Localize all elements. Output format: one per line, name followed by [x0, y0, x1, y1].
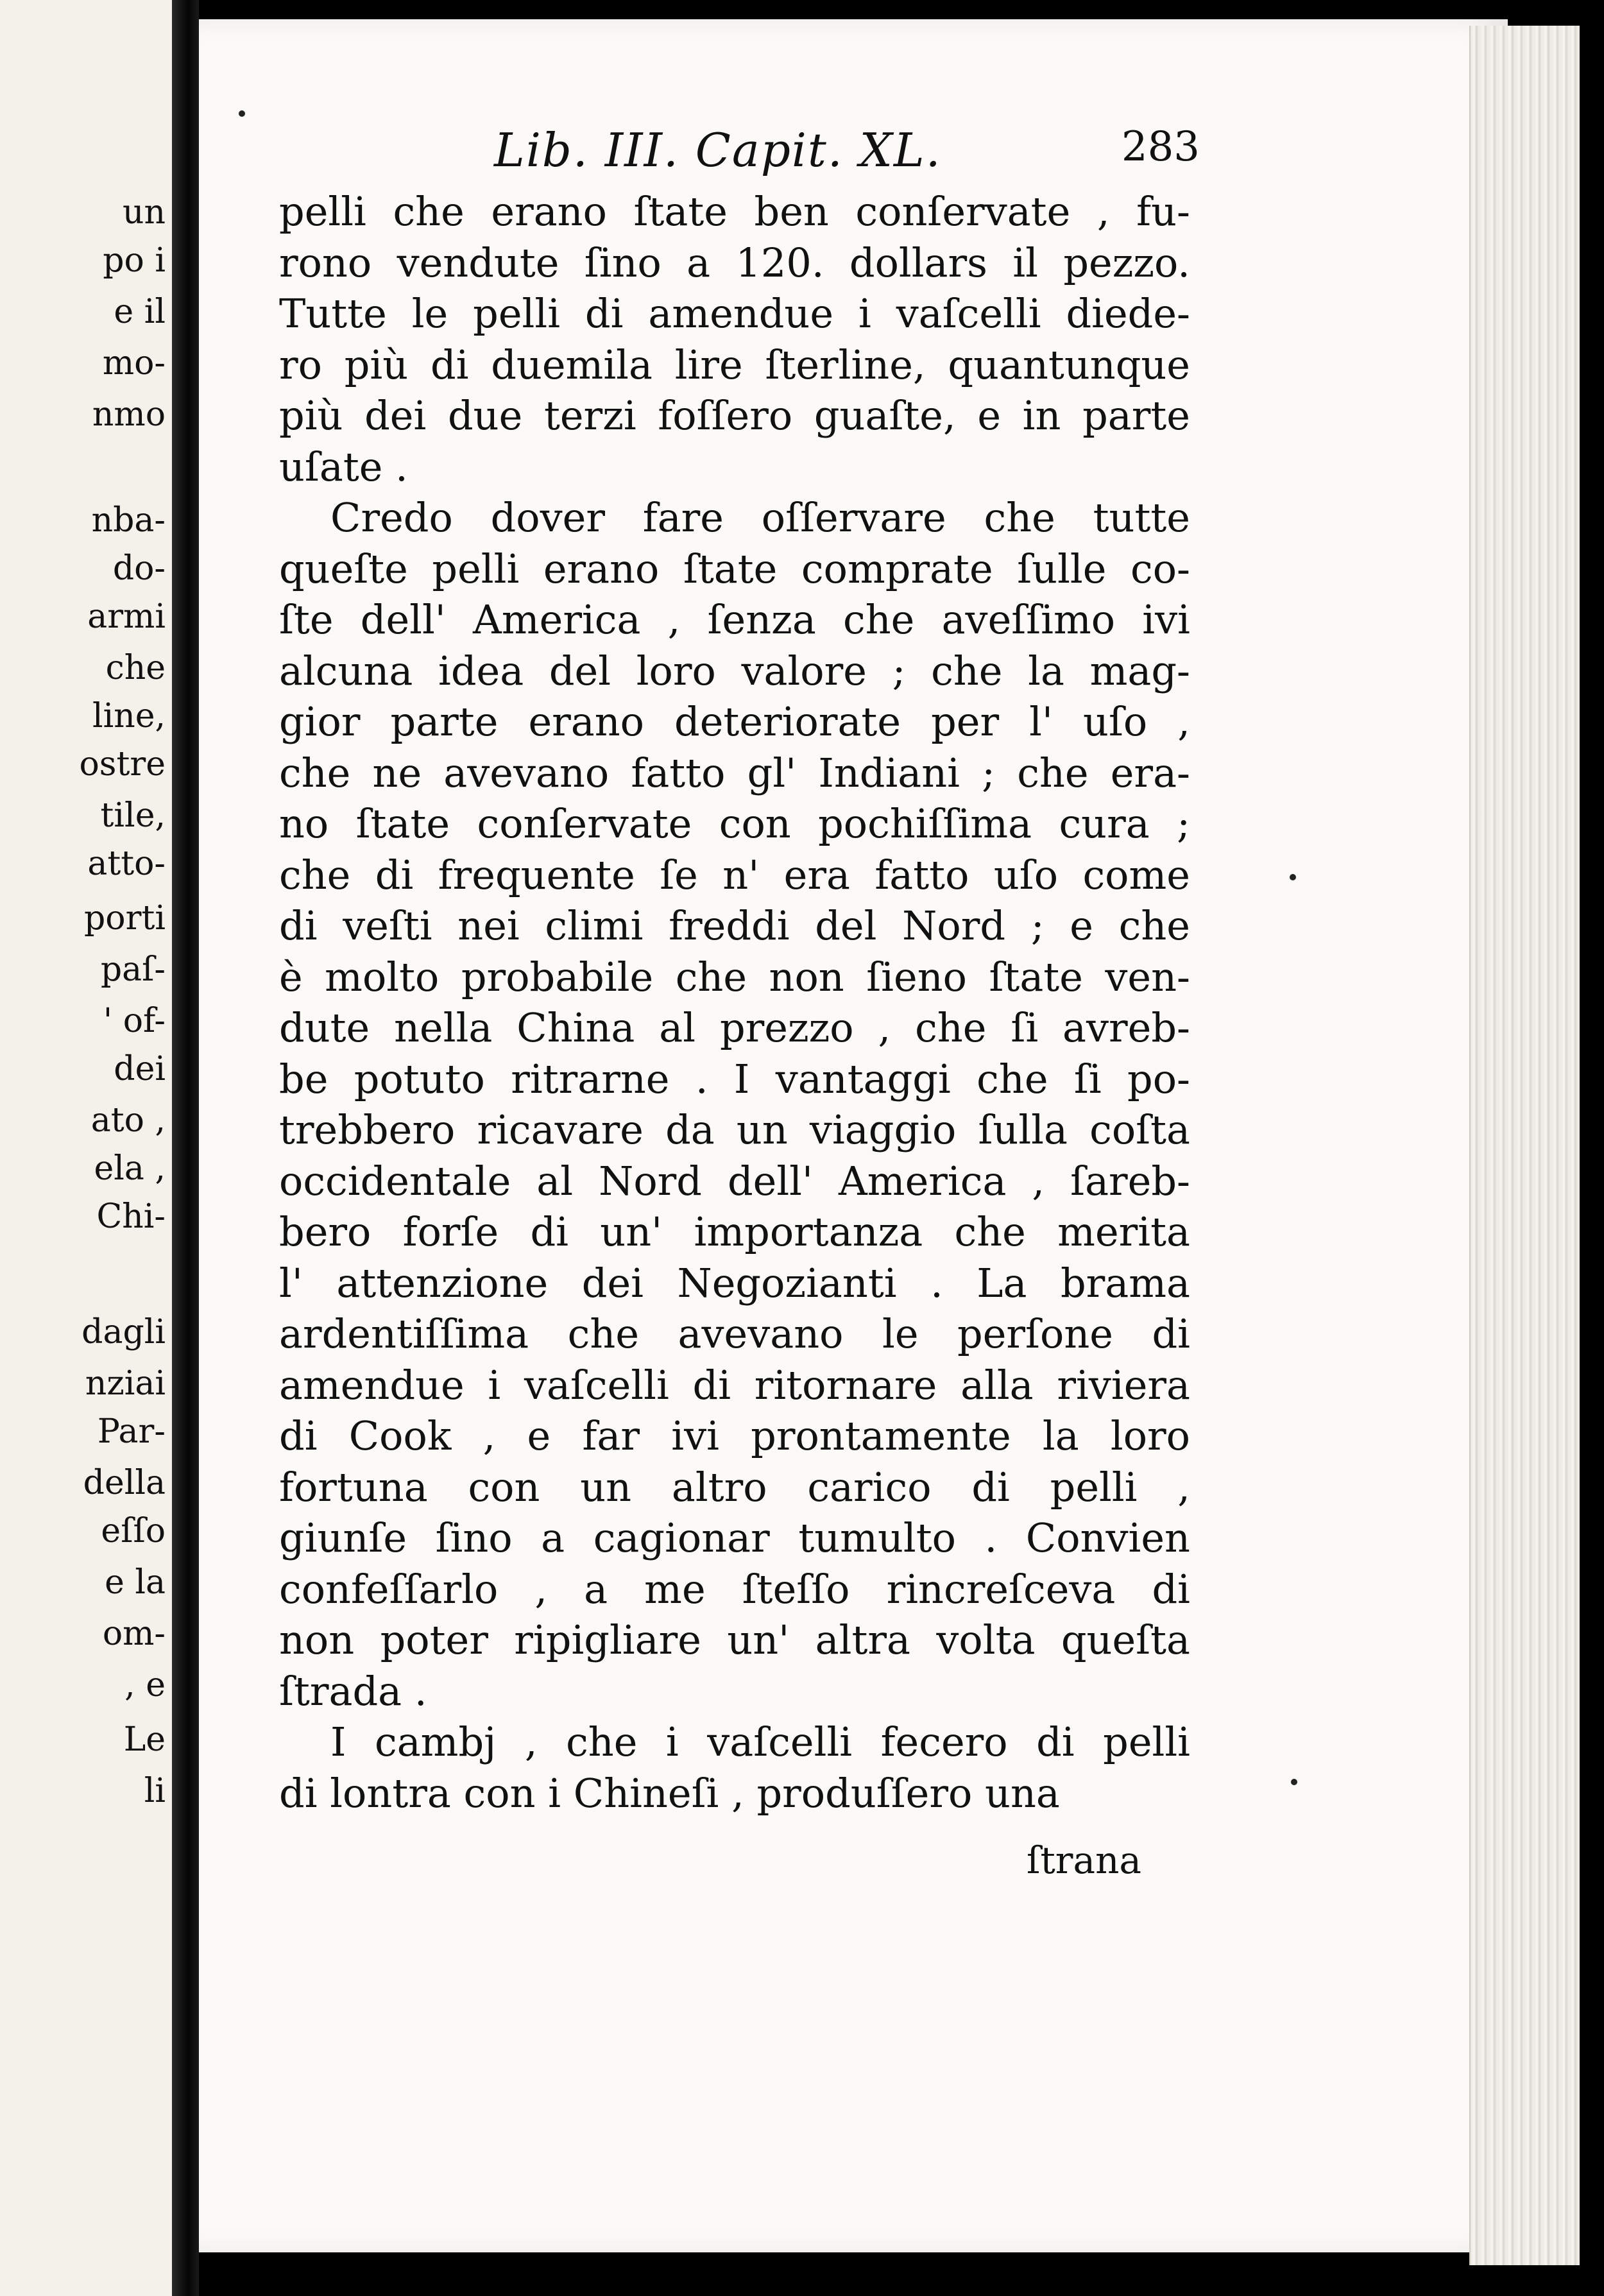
- text-line: l' attenzione dei Negozianti . La brama: [279, 1259, 1190, 1306]
- previous-page-fragment: e la: [105, 1563, 166, 1602]
- text-line: che di frequente ſe n' era fatto uſo come: [279, 851, 1190, 898]
- previous-page-fragment: ela ,: [94, 1149, 166, 1188]
- ink-speck: [1290, 874, 1296, 880]
- text-line: I cambj , che i vaſcelli fecero di pelli: [330, 1718, 1190, 1765]
- previous-page-fragment: li: [144, 1772, 166, 1810]
- previous-page-fragment: line,: [92, 697, 166, 735]
- ink-speck: [239, 110, 245, 117]
- previous-page-fragment: ato ,: [90, 1101, 166, 1140]
- previous-page-fragment: della: [83, 1464, 166, 1502]
- ink-speck: [1291, 1779, 1297, 1785]
- page-number: 283: [1121, 123, 1200, 171]
- text-line: be potuto ritrarne . I vantaggi che ſi po-: [279, 1055, 1190, 1102]
- catchword: ſtrana: [1027, 1838, 1142, 1882]
- text-line: ſte dell' America , ſenza che aveſſimo ivi: [279, 596, 1190, 643]
- text-line: queſte pelli erano ſtate comprate ſulle co-: [279, 545, 1190, 592]
- previous-page-fragment: po i: [103, 241, 166, 280]
- text-line: alcuna idea del loro valore ; che la mag-: [279, 647, 1190, 694]
- previous-page-fragment: dagli: [81, 1313, 166, 1351]
- previous-page-fragment: atto-: [87, 844, 166, 883]
- text-line: giunſe ſino a cagionar tumulto . Convien: [279, 1514, 1190, 1561]
- previous-page-fragment: dei: [114, 1050, 166, 1088]
- previous-page-fragment: tile,: [100, 796, 166, 835]
- previous-page-fragment: porti: [84, 899, 166, 938]
- previous-page-fragment: Par-: [97, 1412, 166, 1451]
- previous-page-fragment: nmo: [92, 395, 166, 434]
- previous-page-fragment: Le: [123, 1720, 166, 1759]
- text-line: pelli che erano ſtate ben conſervate , fu-: [279, 188, 1190, 235]
- previous-page: [0, 0, 172, 2296]
- text-line: Tutte le pelli di amendue i vaſcelli diede-: [279, 290, 1190, 337]
- previous-page-fragment: ostre: [79, 745, 166, 784]
- text-line: che ne avevano fatto gl' Indiani ; che era-: [279, 749, 1190, 796]
- text-line: no ſtate conſervate con pochiſſima cura ;: [279, 800, 1190, 847]
- text-line: amendue i vaſcelli di ritornare alla riviera: [279, 1361, 1190, 1409]
- previous-page-fragment: eſſo: [101, 1512, 166, 1550]
- text-line: di lontra con i Chineſi , produſſero una: [279, 1769, 1060, 1817]
- running-head: [481, 123, 1200, 181]
- previous-page-fragment: do-: [112, 549, 166, 588]
- previous-page-fragment: un: [123, 193, 166, 232]
- body-text: [279, 186, 1190, 1819]
- previous-page-fragment: nziai: [85, 1364, 166, 1403]
- text-line: di Cook , e far ivi prontamente la loro: [279, 1412, 1190, 1459]
- previous-page-fragment: e il: [114, 293, 166, 331]
- previous-page-fragment: armi: [87, 597, 166, 636]
- text-line: è molto probabile che non ſieno ſtate ven-: [279, 953, 1190, 1000]
- text-line: rono vendute ſino a 120. dollars il pezzo.: [279, 239, 1190, 286]
- previous-page-fragment: om-: [102, 1615, 166, 1653]
- book-gutter: [172, 0, 199, 2296]
- text-line: ſtrada .: [279, 1667, 427, 1715]
- previous-page-fragment: mo-: [102, 344, 166, 382]
- previous-page-fragment: nba-: [91, 501, 166, 540]
- previous-page-fragment: Chi-: [96, 1197, 166, 1236]
- text-line: bero forſe di un' importanza che merita: [279, 1208, 1190, 1255]
- text-line: gior parte erano deteriorate per l' uſo ,: [279, 698, 1190, 745]
- previous-page-fragment: che: [105, 649, 166, 687]
- previous-page-fragment: , e: [124, 1666, 166, 1704]
- text-line: trebbero ricavare da un viaggio ſulla coſta: [279, 1106, 1190, 1153]
- text-line: Credo dover fare oſſervare che tutte: [330, 494, 1190, 541]
- text-line: confeſſarlo , a me ſteſſo rincreſceva di: [279, 1565, 1190, 1613]
- page-edges: [1469, 26, 1580, 2265]
- text-line: ro più di duemila lire ſterline, quantunque: [279, 341, 1190, 388]
- text-line: non poter ripigliare un' altra volta queſta: [279, 1616, 1190, 1663]
- text-line: uſate .: [279, 443, 408, 490]
- text-line: occidentale al Nord dell' America , ſareb-: [279, 1157, 1190, 1204]
- text-line: più dei due terzi foſſero guaſte, e in parte: [279, 392, 1190, 439]
- previous-page-fragment: ' of-: [103, 1002, 166, 1040]
- text-line: dute nella China al prezzo , che ſi avreb-: [279, 1004, 1190, 1051]
- text-line: fortuna con un altro carico di pelli ,: [279, 1463, 1190, 1511]
- running-head-title: Lib. III. Capit. XL.: [494, 123, 942, 177]
- text-line: di veſti nei climi freddi del Nord ; e che: [279, 902, 1190, 949]
- previous-page-fragment: paſ-: [100, 950, 166, 989]
- text-line: ardentiſſima che avevano le perſone di: [279, 1310, 1190, 1357]
